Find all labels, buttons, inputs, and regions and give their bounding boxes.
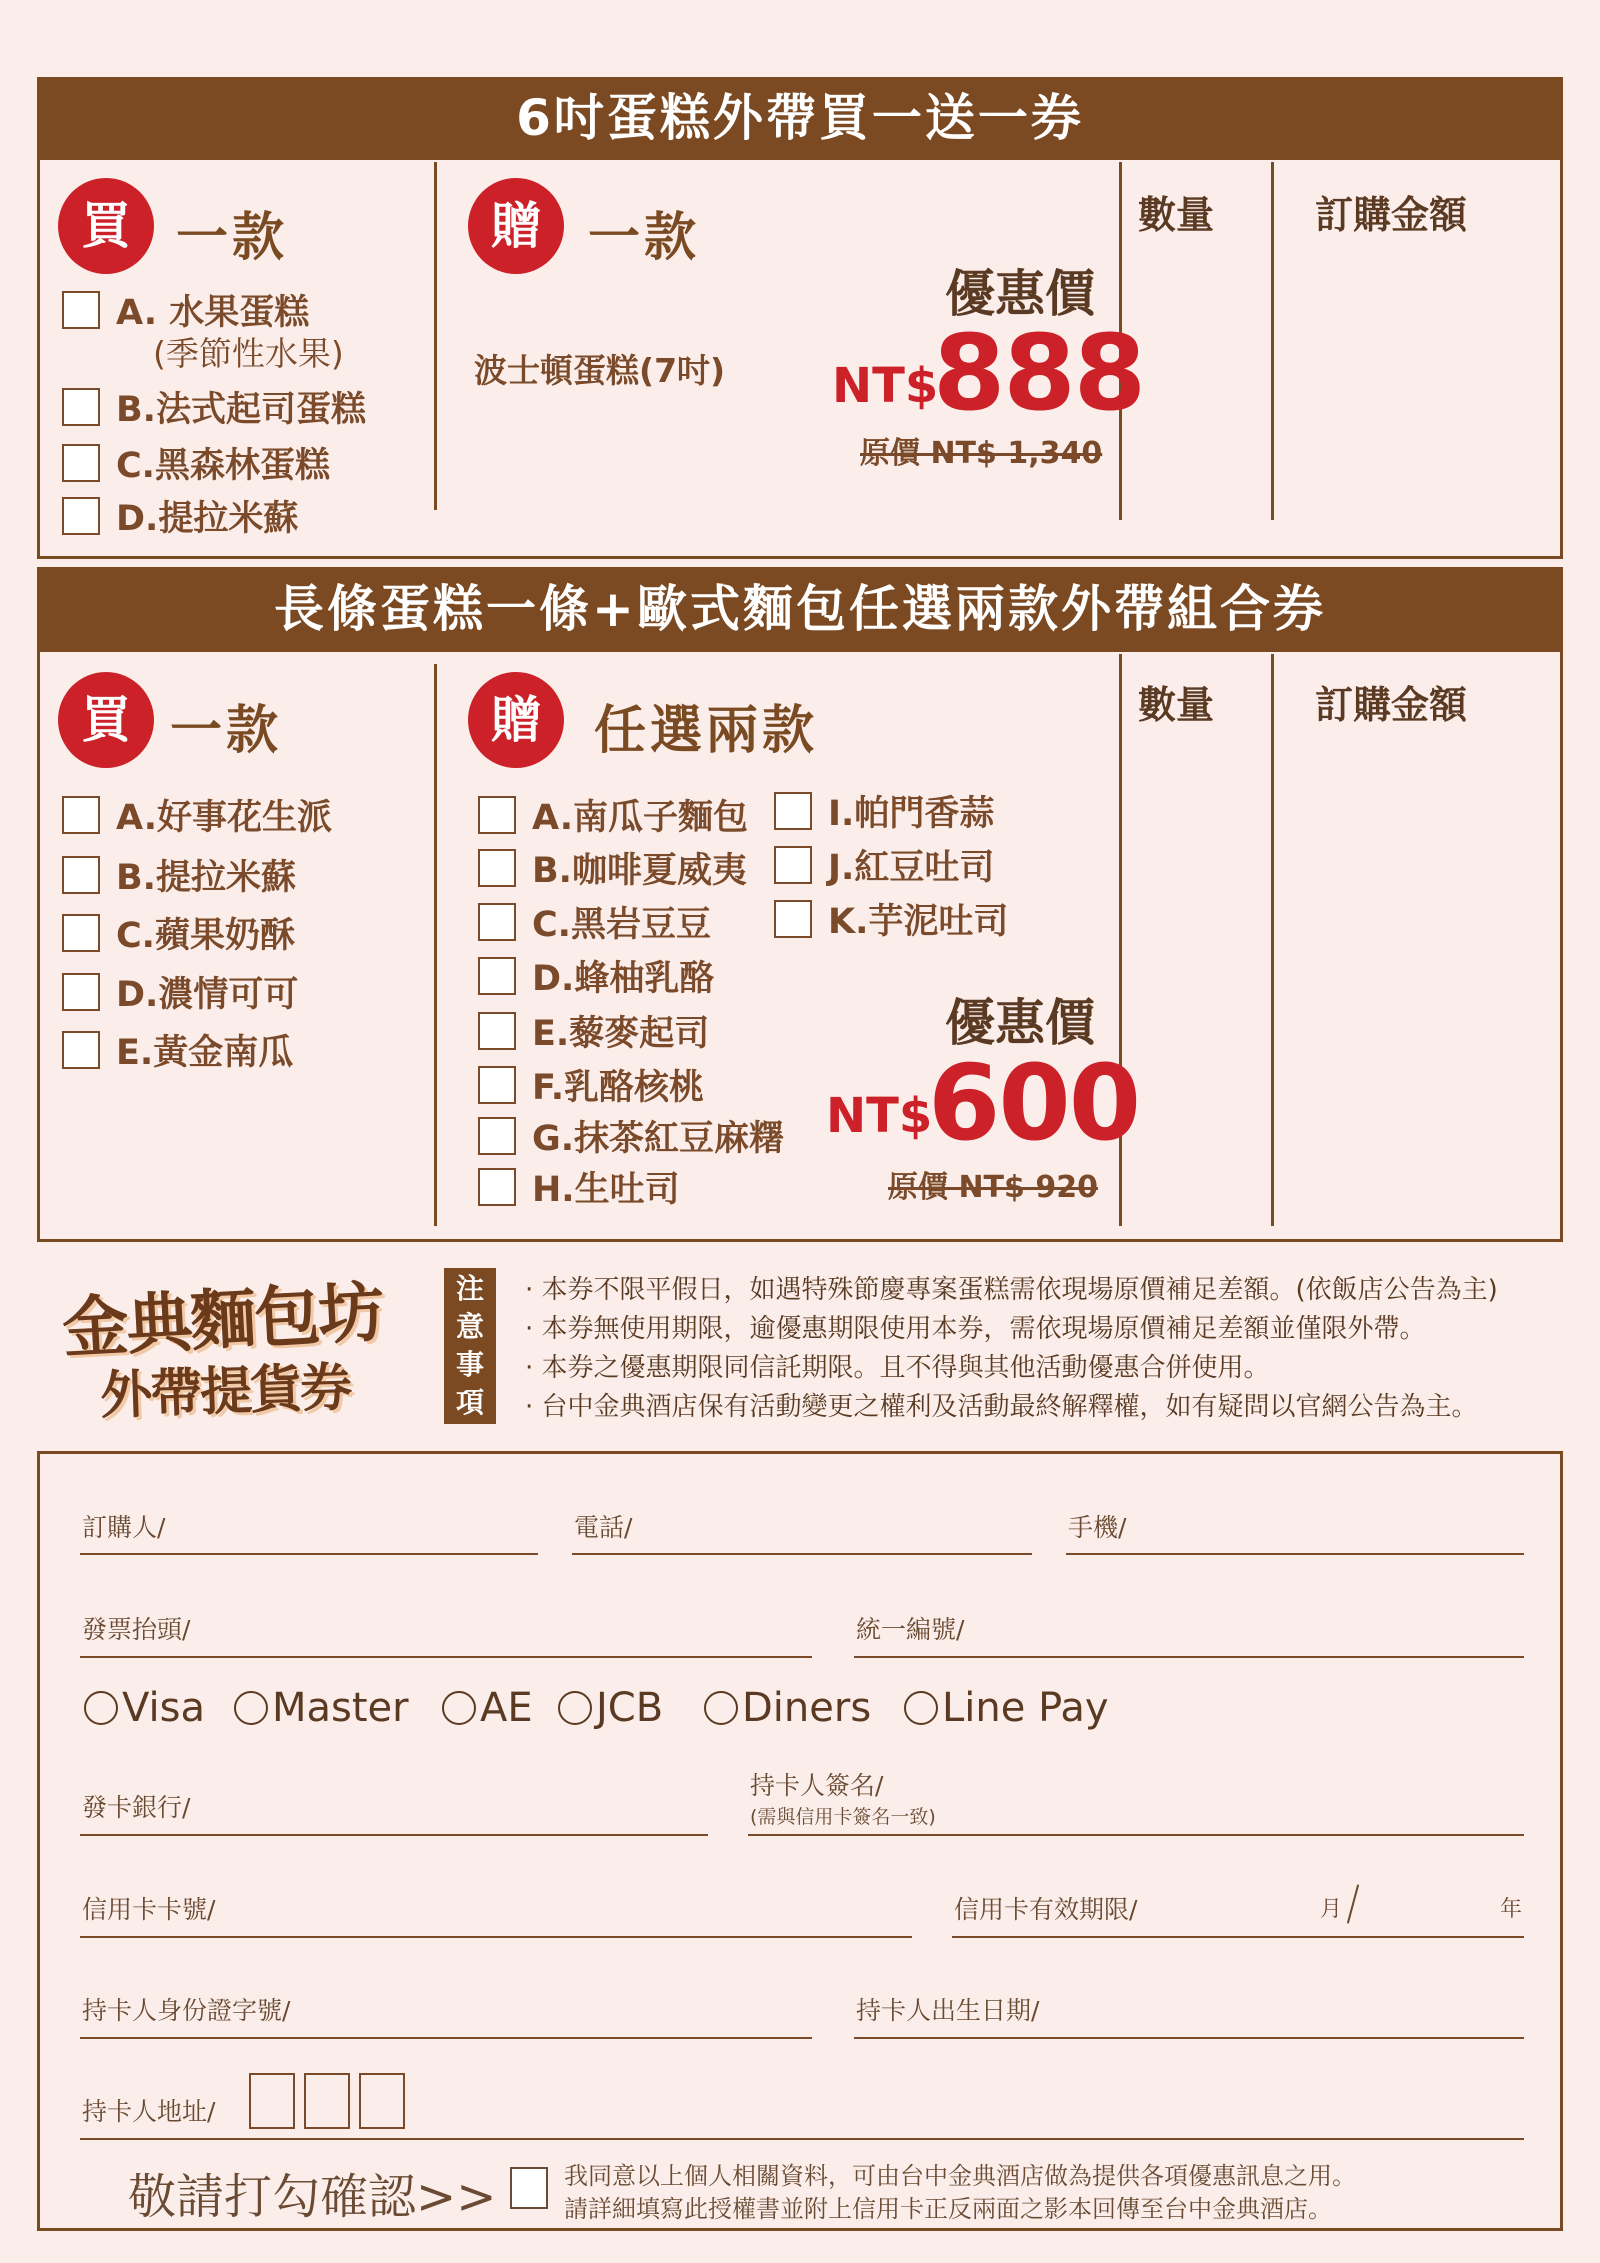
option-label: C.蘋果奶酥 [116,916,295,956]
option-label: A.好事花生派 [116,798,333,838]
original-price: 原價 NT$ 920 [888,1170,1098,1205]
invoice-title-label: 發票抬頭/ [82,1615,191,1644]
payment-label: Diners [742,1685,872,1731]
consent-checkbox[interactable] [510,2167,548,2209]
notice-label [444,1268,496,1424]
bread-option-d[interactable] [478,951,714,1001]
notice-item: · 本券不限平假日，如遇特殊節慶專案蛋糕需依現場原價補足差額。(依飯店公告為主) [525,1275,1498,1305]
payment-jcb[interactable] [558,1685,663,1731]
bread-option-j[interactable] [774,840,994,890]
option-label: D.提拉米蘇 [116,499,299,539]
card-expiry-field[interactable] [952,1936,1524,1938]
payment-visa[interactable] [84,1685,205,1731]
checkbox[interactable] [478,1066,516,1104]
payment-master[interactable] [234,1685,409,1731]
checkbox[interactable] [62,796,100,834]
buy-label: 一款 [176,208,289,268]
option-label: C.黑岩豆豆 [532,905,711,945]
notice-item: · 本券之優惠期限同信託期限。且不得與其他活動優惠合併使用。 [525,1353,1270,1383]
logo-line2: 外帶提貨券 [99,1357,352,1427]
consent-line1: 我同意以上個人相關資料，可由台中金典酒店做為提供各項優惠訊息之用。 [564,2162,1356,2190]
phone-field[interactable] [572,1553,1032,1555]
cake-option-d[interactable] [62,491,298,541]
section1-title: 6吋蛋糕外帶買一送一券 [37,77,1563,160]
birth-date-field[interactable] [854,2037,1524,2039]
checkbox[interactable] [774,792,812,830]
checkbox[interactable] [478,1168,516,1206]
gift-label: 一款 [588,208,701,268]
id-number-label: 持卡人身份證字號/ [82,1996,291,2025]
option-label: G.抹茶紅豆麻糬 [532,1119,785,1159]
confirm-label: 敬請打勾確認>> [128,2169,497,2225]
buy-badge: 買 [58,178,154,274]
checkbox[interactable] [62,914,100,952]
gift-label: 任選兩款 [594,701,819,761]
loaf-option-c[interactable] [62,908,295,958]
notice-char: 項 [455,1386,484,1419]
gift-item: 波士頓蛋糕(7吋) [474,351,726,390]
bread-option-i[interactable] [774,786,994,836]
radio-icon[interactable] [442,1691,476,1725]
bread-option-e[interactable] [478,1006,709,1056]
checkbox[interactable] [62,1031,100,1069]
promo-price: 888 [933,312,1145,434]
signature-label: 持卡人簽名/ [750,1771,884,1800]
price-currency: NT$ [832,358,939,414]
bakery-logo [60,1265,405,1425]
option-label: B.提拉米蘇 [116,858,296,898]
cake-option-b[interactable] [62,382,366,432]
payment-ae[interactable] [442,1685,533,1731]
option-label: J.紅豆吐司 [828,848,995,888]
cake-option-c[interactable] [62,438,330,488]
postal-code-box[interactable] [359,2073,405,2129]
checkbox[interactable] [62,856,100,894]
section2-title: 長條蛋糕一條+歐式麵包任選兩款外帶組合券 [37,567,1563,652]
address-field[interactable] [80,2138,1524,2140]
notice-char: 注 [455,1272,484,1305]
payment-linepay[interactable] [904,1685,1109,1731]
phone-label: 電話/ [574,1513,633,1542]
radio-icon[interactable] [234,1691,268,1725]
consent-line2: 請詳細填寫此授權書並附上信用卡正反兩面之影本回傳至台中金典酒店。 [564,2195,1332,2223]
checkbox[interactable] [62,291,100,329]
radio-icon[interactable] [84,1691,118,1725]
bread-option-h[interactable] [478,1162,680,1212]
mobile-field[interactable] [1066,1553,1524,1555]
option-label: C.黑森林蛋糕 [116,446,330,486]
postal-code-box[interactable] [249,2073,295,2129]
orderer-field[interactable] [80,1553,538,1555]
price-currency: NT$ [826,1088,933,1144]
radio-icon[interactable] [558,1691,592,1725]
amount-header: 訂購金額 [1315,683,1468,727]
signature-field[interactable] [748,1834,1524,1836]
address-label: 持卡人地址/ [82,2097,216,2126]
tax-id-label: 統一編號/ [856,1615,965,1644]
option-label: E.黃金南瓜 [116,1033,294,1073]
id-number-field[interactable] [80,2037,812,2039]
bread-option-c[interactable] [478,897,711,947]
checkbox[interactable] [62,973,100,1011]
option-label: K.芋泥吐司 [828,902,1009,942]
checkbox[interactable] [62,497,100,535]
checkbox[interactable] [774,900,812,938]
card-number-field[interactable] [80,1936,912,1938]
buy-badge: 買 [58,672,154,768]
bread-option-g[interactable] [478,1111,784,1161]
gift-badge: 贈 [468,672,564,768]
checkbox[interactable] [478,957,516,995]
bread-option-f[interactable] [478,1060,704,1110]
loaf-option-e[interactable] [62,1025,293,1075]
promo-price: 600 [928,1042,1140,1164]
checkbox[interactable] [62,388,100,426]
payment-diners[interactable] [704,1685,871,1731]
loaf-option-d[interactable] [62,967,298,1017]
logo-line1: 金典麵包坊 [60,1273,385,1368]
tax-id-field[interactable] [854,1656,1524,1658]
invoice-title-field[interactable] [80,1656,812,1658]
payment-label: Visa [122,1685,205,1731]
bread-option-b[interactable] [478,843,747,893]
option-label: A.南瓜子麵包 [532,798,749,838]
gift-badge: 贈 [468,178,564,274]
payment-label: Master [272,1685,409,1731]
card-expiry-label: 信用卡有效期限/ [954,1895,1138,1924]
option-label: I.帕門香蒜 [828,794,995,834]
signature-note: (需與信用卡簽名一致) [750,1806,936,1828]
orderer-label: 訂購人/ [82,1513,166,1542]
mobile-label: 手機/ [1068,1513,1127,1542]
option-label: A. 水果蛋糕 [116,293,310,333]
option-label: D.蜂柚乳酪 [532,959,715,999]
checkbox[interactable] [774,846,812,884]
promo-title: 優惠價 [945,994,1095,1052]
payment-label: AE [480,1685,533,1731]
section2-divider-1 [434,664,437,1226]
promo-title: 優惠價 [945,265,1095,323]
section1-divider-3 [1271,162,1274,520]
option-label: B.咖啡夏威夷 [532,851,747,891]
option-label: H.生吐司 [532,1170,680,1210]
notice-item: · 本券無使用期限，逾優惠期限使用本券，需依現場原價補足差額並僅限外帶。 [525,1314,1426,1344]
checkbox[interactable] [478,849,516,887]
bread-option-a[interactable] [478,790,748,840]
original-price: 原價 NT$ 1,340 [860,436,1103,471]
checkbox[interactable] [478,903,516,941]
postal-code-box[interactable] [304,2073,350,2129]
payment-label: JCB [596,1685,664,1731]
loaf-option-a[interactable] [62,790,332,840]
checkbox[interactable] [478,1117,516,1155]
bread-option-k[interactable] [774,894,1008,944]
issuing-bank-field[interactable] [80,1834,708,1836]
payment-label: Line Pay [942,1685,1109,1731]
birth-date-label: 持卡人出生日期/ [856,1996,1040,2025]
notice-char: 意 [455,1310,484,1343]
radio-icon[interactable] [904,1691,938,1725]
notice-item: · 台中金典酒店保有活動變更之權利及活動最終解釋權，如有疑問以官網公告為主。 [525,1392,1478,1422]
checkbox[interactable] [62,444,100,482]
expiry-year: 年 [1500,1897,1523,1922]
qty-header: 數量 [1138,683,1215,727]
option-a-note: (季節性水果) [153,334,344,373]
section1-divider-1 [434,162,437,510]
loaf-option-b[interactable] [62,850,296,900]
card-number-label: 信用卡卡號/ [82,1895,216,1924]
buy-label: 一款 [170,701,283,761]
checkbox[interactable] [478,796,516,834]
checkbox[interactable] [478,1012,516,1050]
expiry-month: 月 [1320,1897,1343,1922]
notice-char: 事 [455,1348,484,1381]
option-label: F.乳酪核桃 [532,1068,705,1108]
option-label: E.藜麥起司 [532,1014,710,1054]
qty-header: 數量 [1138,193,1215,237]
issuing-bank-label: 發卡銀行/ [82,1793,191,1822]
radio-icon[interactable] [704,1691,738,1725]
amount-header: 訂購金額 [1315,193,1468,237]
section2-divider-3 [1271,654,1274,1226]
option-label: B.法式起司蛋糕 [116,390,366,430]
option-label: D.濃情可可 [116,975,299,1015]
